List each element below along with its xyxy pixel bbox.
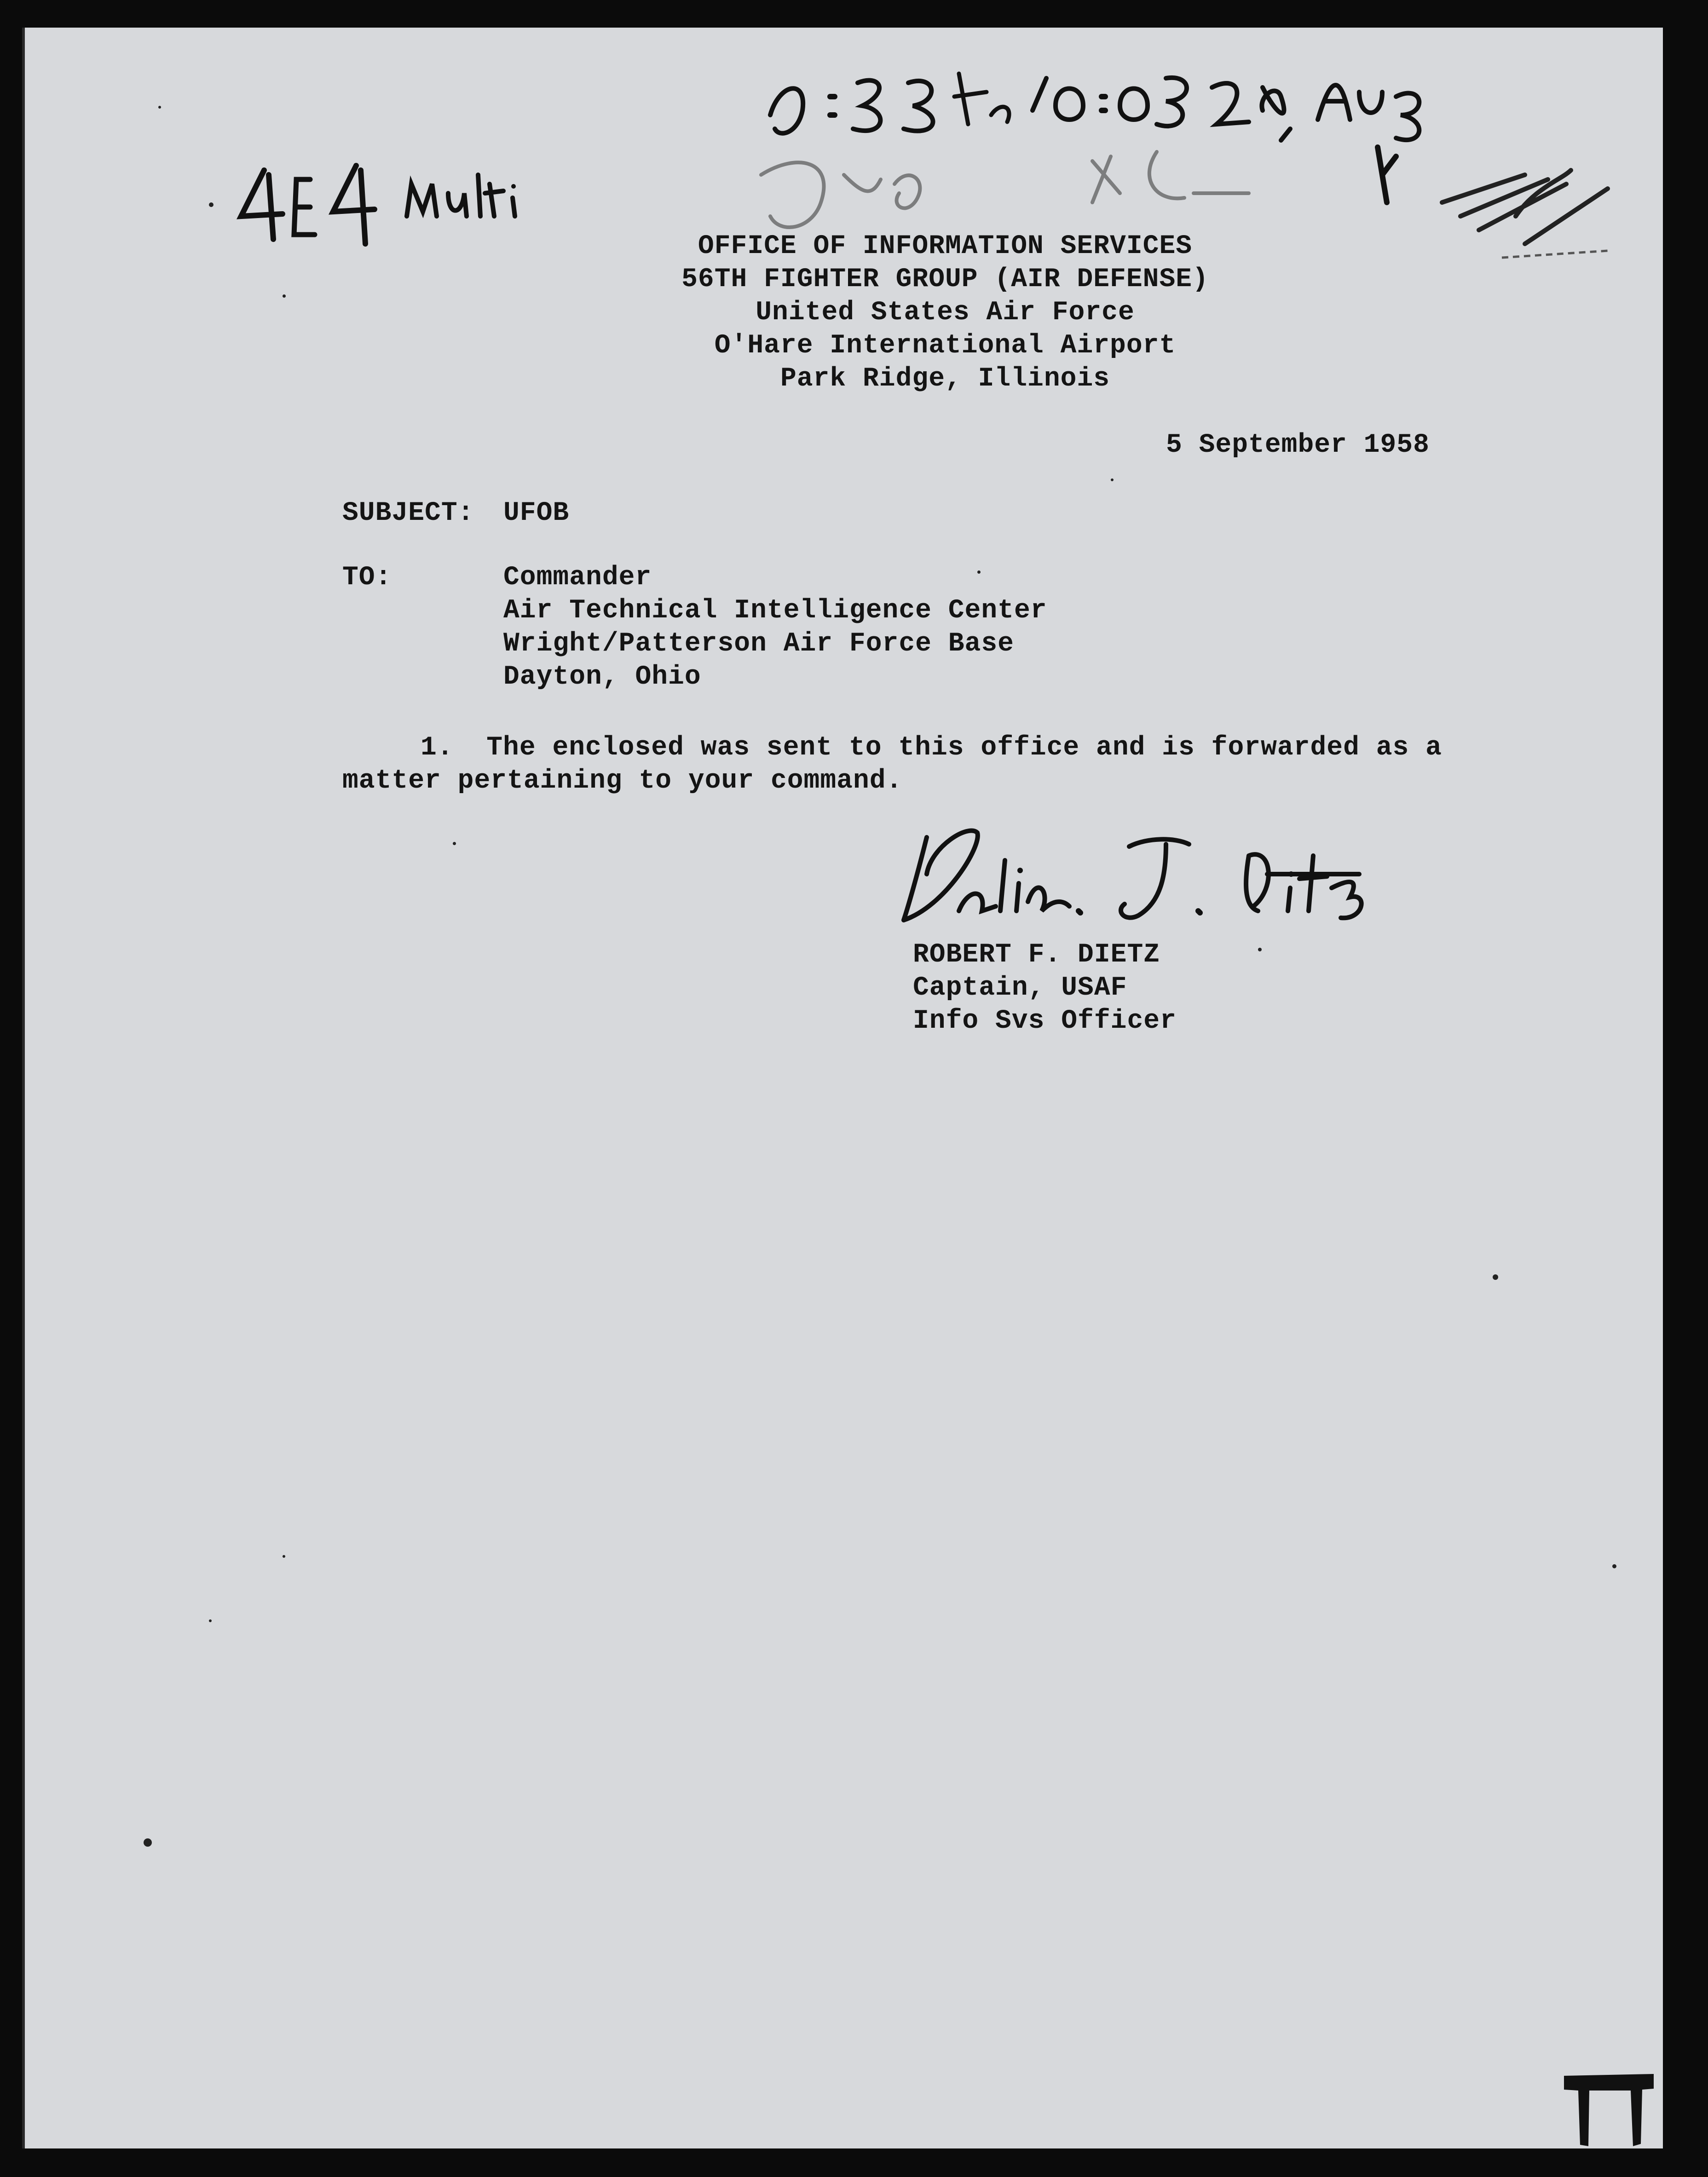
letterhead-line5: Park Ridge, Illinois (780, 364, 1110, 394)
to-line-2: Air Technical Intelligence Center (503, 596, 1047, 626)
document-page (22, 28, 1663, 2148)
body-paragraph-line1: 1. The enclosed was sent to this office and is forwarded as a (421, 733, 1442, 763)
handwritten-signature (890, 819, 1442, 939)
letterhead-line2: 56TH FIGHTER GROUP (AIR DEFENSE) (681, 265, 1209, 294)
handwritten-code-4e4 (232, 161, 398, 253)
letterhead-line1: OFFICE OF INFORMATION SERVICES (698, 231, 1193, 261)
letterhead-line4: O'Hare International Airport (714, 331, 1176, 361)
signer-rank: Captain, USAF (913, 973, 1127, 1003)
speck (1493, 1274, 1498, 1280)
speck (453, 842, 456, 845)
scan-border-bottom (0, 2148, 1708, 2177)
document-date: 5 September 1958 (1166, 430, 1430, 460)
speck (1111, 478, 1114, 481)
subject-value: UFOB (503, 498, 570, 528)
speck (209, 1619, 212, 1622)
subject-label: SUBJECT: (342, 498, 474, 528)
body-paragraph-line2: matter pertaining to your command. (342, 766, 903, 796)
signer-name: ROBERT F. DIETZ (913, 940, 1160, 970)
speck (283, 1555, 285, 1558)
speck (1612, 1564, 1616, 1568)
to-label: TO: (342, 563, 392, 593)
letterhead-line3: United States Air Force (756, 298, 1135, 328)
film-clip-mark (1562, 2070, 1658, 2148)
speck (158, 106, 161, 109)
signer-title: Info Svs Officer (913, 1006, 1177, 1036)
to-line-3: Wright/Patterson Air Force Base (503, 629, 1014, 659)
speck (144, 1838, 152, 1847)
to-line-4: Dayton, Ohio (503, 662, 701, 692)
speck (977, 570, 981, 574)
speck (209, 202, 214, 207)
to-line-1: Commander (503, 563, 652, 593)
handwritten-word-multi (398, 166, 549, 230)
speck (1258, 948, 1262, 951)
speck (283, 294, 286, 298)
